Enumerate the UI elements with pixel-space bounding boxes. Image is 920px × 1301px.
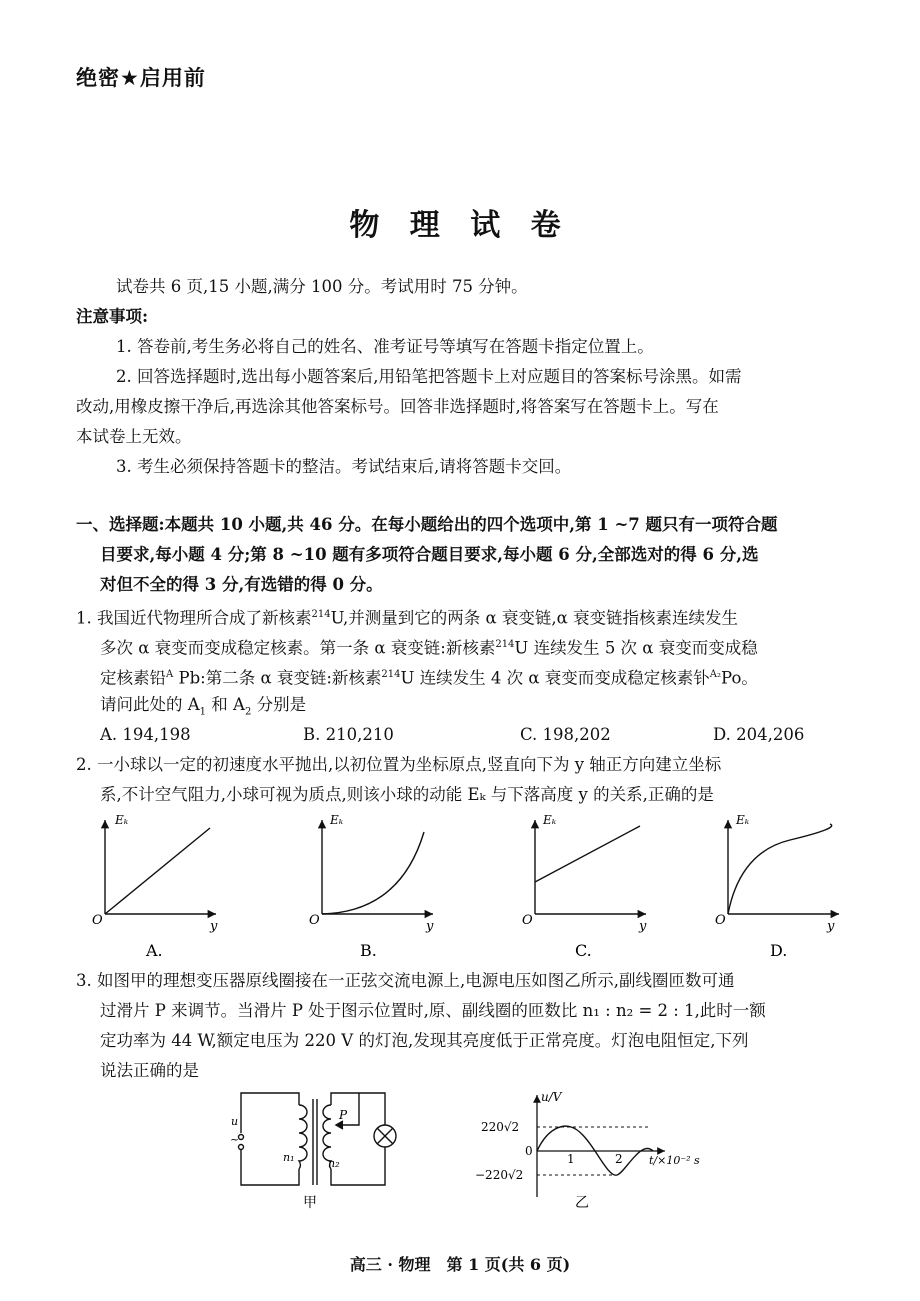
notice-heading: 注意事项:: [76, 307, 149, 326]
figure-yi-caption: 乙: [575, 1195, 589, 1211]
graph-a-curve: [105, 828, 210, 914]
graph-b: [309, 813, 434, 960]
q2-line2: 系,不计空气阻力,小球可视为质点,则该小球的动能 Eₖ 与下落高度 y 的关系,正确的是: [100, 785, 714, 804]
q2-line1: 2. 一小球以一定的初速度水平抛出,以初位置为坐标原点,竖直向下为 y 轴正方向建立坐标: [76, 755, 722, 774]
source-label: u: [231, 1115, 239, 1128]
q3-line4: 说法正确的是: [100, 1061, 199, 1080]
n1-label: n₁: [283, 1151, 295, 1164]
confidential-mark: 绝密★启用前: [76, 66, 206, 90]
tick-2-label: 2: [615, 1152, 623, 1166]
section-1-line1: 一、选择题:本题共 10 小题,共 46 分。在每小题给出的四个选项中,第 1 ~7 题只有一项符合题: [76, 515, 778, 534]
q2-option-a[interactable]: A.: [146, 941, 163, 960]
graph-c-curve: [535, 826, 640, 882]
waveform-xlabel: t/×10⁻² s: [649, 1154, 700, 1167]
q1-option-a[interactable]: A. 194,198: [100, 725, 191, 744]
graph-a: [92, 813, 218, 960]
tick-1-label: 1: [567, 1152, 575, 1166]
graph-d: [715, 813, 839, 960]
q2-option-c[interactable]: C.: [575, 941, 592, 960]
graph-c-xlabel: y: [639, 919, 647, 934]
q1-line4: 请问此处的 $A_1$ 和 $A_2$ 分别是: [100, 695, 307, 718]
q3-line1: 3. 如图甲的理想变压器原线圈接在一正弦交流电源上,电源电压如图乙所示,副线圈匝数可通: [76, 971, 735, 990]
graph-d-origin: O: [715, 913, 726, 928]
q1-line1: 1. 我国近代物理所合成了新核素$^{214}$U,并测量到它的两条 α 衰变链,α 衰变链指核素连续发生: [76, 608, 738, 628]
voltage-waveform: [475, 1085, 715, 1215]
figure-jia-caption: 甲: [303, 1195, 317, 1211]
slider-label: P: [339, 1108, 348, 1122]
zero-label: 0: [525, 1144, 533, 1158]
waveform-ylabel: u/V: [541, 1090, 562, 1104]
transformer-circuit: [225, 1085, 415, 1215]
section-1-line3: 对但不全的得 3 分,有选错的得 0 分。: [100, 575, 383, 594]
page-footer: 高三 · 物理 第 1 页(共 6 页): [349, 1255, 571, 1274]
notice-item-1: 1. 答卷前,考生务必将自己的姓名、准考证号等填写在答题卡指定位置上。: [116, 337, 654, 356]
graph-c-origin: O: [522, 913, 533, 928]
graph-b-ylabel: Eₖ: [330, 813, 344, 827]
peak-negative-label: −220√2: [475, 1168, 524, 1182]
q1-line2: 多次 α 衰变而变成稳定核素。第一条 α 衰变链:新核素$^{214}$U 连续发生 5 次 α 衰变而变成稳: [100, 638, 758, 658]
graph-a-xlabel: y: [210, 919, 218, 934]
graph-c: [522, 813, 647, 960]
page-title: 物 理 试 卷: [349, 208, 571, 243]
section-1-line2: 目要求,每小题 4 分;第 8 ~10 题有多项符合题目要求,每小题 6 分,全部选对的得 6 分,选: [100, 545, 759, 564]
peak-positive-label: 220√2: [481, 1120, 520, 1134]
graph-d-ylabel: Eₖ: [736, 813, 750, 827]
n2-label: n₂: [328, 1157, 340, 1170]
notice-item-2-line1: 2. 回答选择题时,选出每小题答案后,用铅笔把答题卡上对应题目的答案标号涂黑。如需: [116, 367, 742, 386]
q2-graphs: [90, 812, 840, 962]
q3-line3: 定功率为 44 W,额定电压为 220 V 的灯泡,发现其亮度低于正常亮度。灯泡电阻恒定,下列: [100, 1031, 749, 1050]
q2-option-d[interactable]: D.: [770, 941, 788, 960]
q1-option-b[interactable]: B. 210,210: [303, 725, 394, 744]
graph-d-curve: [728, 824, 832, 914]
notice-item-2-line3: 本试卷上无效。: [76, 427, 192, 446]
graph-a-ylabel: Eₖ: [115, 813, 129, 827]
notice-item-2-line2: 改动,用橡皮擦干净后,再选涂其他答案标号。回答非选择题时,将答案写在答题卡上。写在: [76, 397, 719, 416]
graph-b-origin: O: [309, 913, 320, 928]
graph-a-origin: O: [92, 913, 103, 928]
ac-symbol-icon: ~: [230, 1133, 240, 1146]
q1-option-d[interactable]: D. 204,206: [713, 725, 805, 744]
q3-line2: 过滑片 P 来调节。当滑片 P 处于图示位置时,原、副线圈的匝数比 n₁ : n₂ = 2 : 1,此时一额: [100, 1001, 766, 1020]
q2-option-b[interactable]: B.: [360, 941, 377, 960]
q1-option-c[interactable]: C. 198,202: [520, 725, 611, 744]
graph-b-curve: [322, 832, 424, 914]
graph-c-ylabel: Eₖ: [543, 813, 557, 827]
q1-line3: 定核素铅$^A$ Pb:第二条 α 衰变链:新核素$^{214}$U 连续发生 4 次 α 衰变而变成稳定核素钋$^{A_2}$Po。: [100, 668, 758, 688]
graph-d-xlabel: y: [827, 919, 835, 934]
exam-intro: 试卷共 6 页,15 小题,满分 100 分。考试用时 75 分钟。: [116, 277, 528, 296]
graph-b-xlabel: y: [426, 919, 434, 934]
notice-item-3: 3. 考生必须保持答题卡的整洁。考试结束后,请将答题卡交回。: [116, 457, 572, 476]
